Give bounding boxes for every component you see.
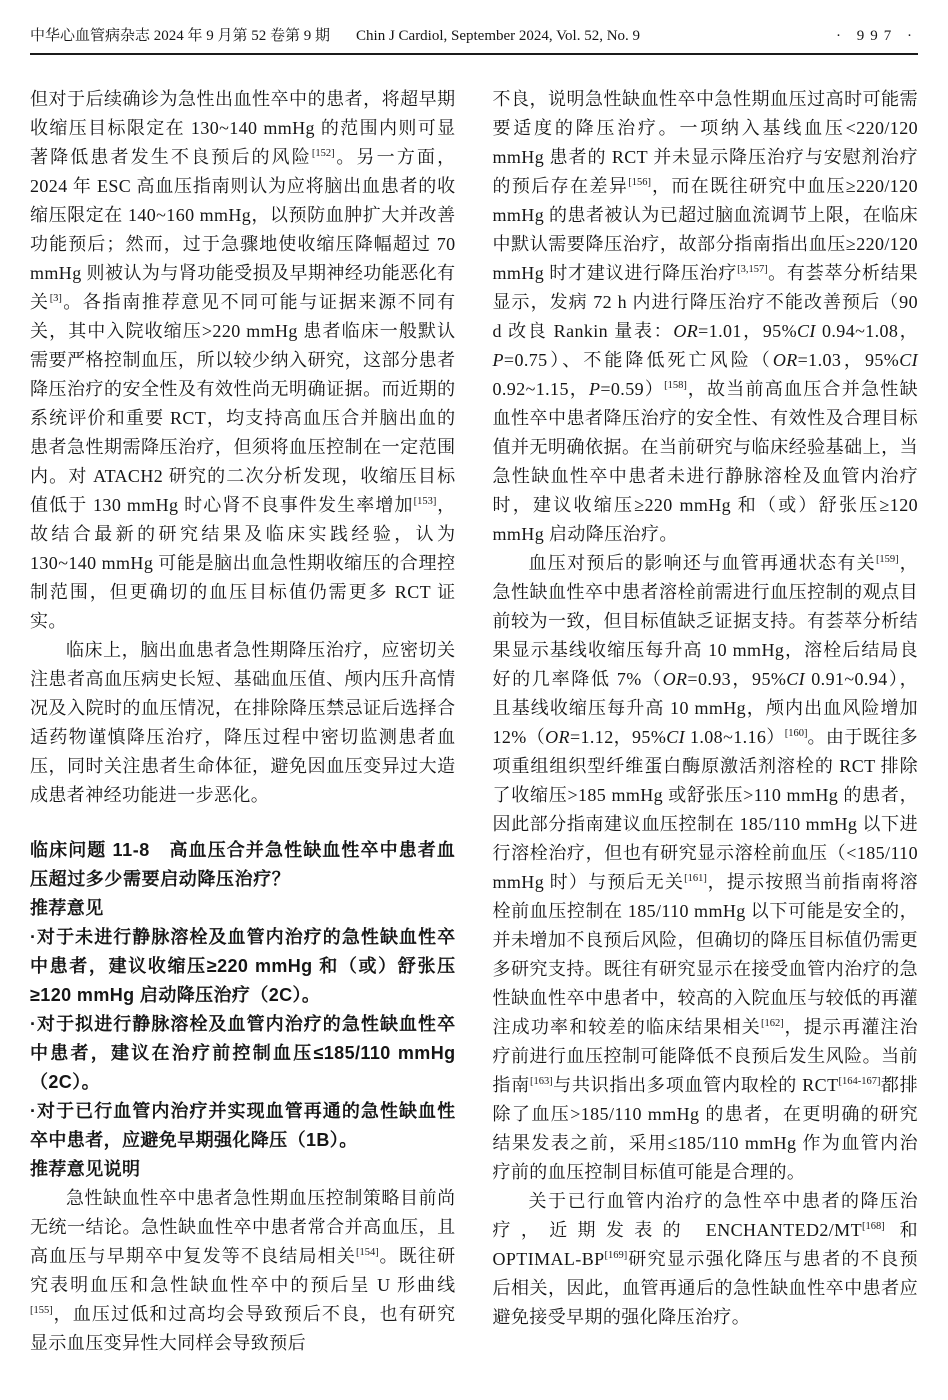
text-run: ，故结合最新的研究结果及临床实践经验，认为 130~140 mmHg 可能是脑出血急性期收缩压的合理控制范围，但更确切的血压目标值仍需更多 RCT 证实。 (30, 495, 456, 631)
text-run: 0.91~0.94），且基线收缩压每升高 10 mmHg，颅内出血风险增加 12%（ (492, 669, 918, 747)
reference-marker: [163] (530, 1076, 553, 1087)
text-run: 与共识指出多项血管内取栓的 RCT (552, 1075, 839, 1095)
text-run: 。各指南推荐意见不同可能与证据来源不同有关，其中入院收缩压>220 mmHg 患者临床一般默认需要严格控制血压，所以较少纳入研究，这部分患者降压治疗的安全性及有效性尚无明确证据。而近期的系统评价和重要 RCT，均支持高血压合并脑出血的患者急性期需降压治疗，但须将血压控制在一定范围内。对 ATACH2 研究的二次分析发现，收缩压目标值低于 130 mmHg 时心肾不良事件发生率增加 (30, 292, 456, 515)
text-run: =0.93，95% (687, 669, 787, 689)
page-header (30, 24, 918, 55)
text-run: ·对于已行血管内治疗并实现血管再通的急性缺血性卒中患者，应避免早期强化降压（1B）。 (30, 1101, 456, 1150)
reference-marker: [3,157] (737, 264, 768, 275)
statistic-symbol: CI (786, 669, 806, 689)
text-run: =1.12，95% (569, 727, 667, 747)
text-run: =1.03，95% (797, 350, 900, 370)
text-run: ，提示按照当前指南将溶栓前血压控制在 185/110 mmHg 以下可能是安全的，并未增加不良预后风险，但确切的降压目标值仍需更多研究支持。既往有研究显示在接受血管内治疗的急性缺血性卒中患者中，较高的入院血压与较低的再灌注成功率和较差的临床结果相关 (492, 872, 918, 1037)
text-run: 和 OPTIMAL-BP (492, 1220, 918, 1269)
text-run: 1.08~1.16） (685, 727, 785, 747)
text-run: 0.94~1.08， (815, 321, 919, 341)
reference-marker: [159] (875, 554, 899, 565)
two-column-text-area (30, 85, 918, 1358)
recommendation-item (30, 923, 456, 1010)
text-run: 推荐意见说明 (30, 1159, 141, 1179)
text-run: 不良，说明急性缺血性卒中急性期血压过高时可能需要适度的降压治疗。一项纳入基线血压<220/120 mmHg 患者的 RCT 并未显示降压治疗与安慰剂治疗的预后存在差异 (492, 89, 918, 196)
text-run: =0.59） (600, 379, 665, 399)
reference-marker: [154] (356, 1247, 379, 1258)
reference-marker: [164-167] (838, 1076, 881, 1087)
text-run: ，故当前高血压合并急性缺血性卒中患者降压治疗的安全性、有效性及合理目标值并无明确依据。在当前研究与临床经验基础上，当急性缺血性卒中患者未进行静脉溶栓及血管内治疗时，建议收缩压≥220 mmHg 和（或）舒张压≥120 mmHg 启动降压治疗。 (492, 379, 918, 544)
reference-marker: [3] (49, 293, 62, 304)
journal-title-chinese: 中华心血管病杂志 2024 年 9 月第 52 卷第 9 期 (30, 28, 331, 44)
reference-marker: [169] (604, 1250, 628, 1261)
reference-marker: [155] (30, 1305, 53, 1316)
text-run: 研究显示强化降压与患者的不良预后相关，因此，血管再通后的急性缺血性卒中患者应避免接受早期的强化降压治疗。 (492, 1249, 918, 1327)
clinical-question-heading (30, 836, 456, 894)
paragraph-continued (493, 85, 919, 549)
reference-marker: [153] (413, 496, 437, 507)
statistic-symbol: CI (899, 350, 918, 370)
reference-marker: [168] (861, 1221, 885, 1232)
reference-marker: [158] (664, 380, 687, 391)
text-run: 急性缺血性卒中患者急性期血压控制策略目前尚无统一结论。急性缺血性卒中患者常合并高血压，且高血压与早期卒中复发等不良结局相关 (30, 1188, 456, 1266)
text-run: 0.92~1.15， (492, 379, 589, 399)
text-run: ，而在既往研究中血压≥220/120 mmHg 的患者被认为已超过脑血流调节上限，在临床中默认需要降压治疗，故部分指南指出血压≥220/120 mmHg 时才建议进行降压治疗 (492, 176, 918, 283)
statistic-symbol: CI (666, 727, 686, 747)
paragraph (493, 1187, 919, 1332)
text-run: =0.75）、不能降低死亡风险（ (503, 350, 773, 370)
text-run: ，急性缺血性卒中患者溶栓前需进行血压控制的观点目前较为一致，但目标值缺乏证据支持。有荟萃分析结果显示基线收缩压每升高 10 mmHg，溶栓后结局良好的几率降低 7%（ (492, 553, 918, 689)
journal-title (30, 24, 640, 45)
reference-marker: [156] (628, 177, 651, 188)
page-number: · 997 · (836, 28, 918, 44)
left-column (30, 85, 456, 1358)
right-column (493, 85, 919, 1358)
statistic-symbol: OR (772, 350, 798, 370)
recommendation-notes-heading (30, 1155, 456, 1184)
text-run: 关于已行血管内治疗的急性卒中患者的降压治疗，近期发表的 ENCHANTED2/MT (492, 1191, 918, 1240)
text-run: 但对于后续确诊为急性出血性卒中的患者，将超早期收缩压目标限定在 130~140 mmHg 的范围内则可显著降低患者发生不良预后的风险 (30, 89, 456, 167)
reference-marker: [152] (311, 148, 335, 159)
paragraph (30, 1184, 456, 1358)
statistic-symbol: OR (673, 321, 699, 341)
reference-marker: [161] (684, 873, 707, 884)
reference-marker: [162] (760, 1018, 784, 1029)
text-run: 。有荟萃分析结果显示，发病 72 h 内进行降压治疗不能改善预后（90 d 改良 Rankin 量表： (492, 263, 919, 341)
statistic-symbol: OR (662, 669, 688, 689)
text-run: 。由于既往多项重组组织型纤维蛋白酶原激活剂溶栓的 RCT 排除了收缩压>185 mmHg 或舒张压>110 mmHg 的患者，因此部分指南建议血压控制在 185/110 mmHg 以下进行溶栓治疗，但也有研究显示溶栓前血压（<185/110 mmHg 时）与预后无关 (492, 727, 919, 892)
text-run: 推荐意见 (30, 898, 104, 918)
text-run: ·对于拟进行静脉溶栓及血管内治疗的急性缺血性卒中患者，建议在治疗前控制血压≤185/110 mmHg（2C）。 (30, 1014, 456, 1092)
text-run: 都排除了血压>185/110 mmHg 的患者，在更明确的研究结果发表之前，采用≤185/110 mmHg 作为血管内治疗前的血压控制目标值可能是合理的。 (492, 1075, 918, 1182)
text-run: 。既往研究表明血压和急性缺血性卒中的预后呈 U 形曲线 (30, 1246, 456, 1295)
text-run: 临床问题 11-8 高血压合并急性缺血性卒中患者血压超过多少需要启动降压治疗？ (30, 840, 456, 889)
text-run: ，提示再灌注治疗前进行血压控制可能降低不良预后发生风险。当前指南 (492, 1017, 918, 1095)
statistic-symbol: CI (796, 321, 816, 341)
paragraph (493, 549, 919, 1187)
reference-marker: [160] (784, 728, 808, 739)
paragraph-continued-from-previous-page (30, 85, 456, 636)
statistic-symbol: P (588, 379, 601, 399)
journal-title-english: Chin J Cardiol, September 2024, Vol. 52, No. 9 (356, 28, 641, 44)
text-run: 临床上，脑出血患者急性期降压治疗，应密切关注患者高血压病史长短、基础血压值、颅内压升高情况及入院时的血压情况，在排除降压禁忌证后选择合适药物谨慎降压治疗，降压过程中密切监测患者血压，同时关注患者生命体征，避免因血压变异过大造成患者神经功能进一步恶化。 (30, 640, 456, 805)
recommendations-heading (30, 894, 456, 923)
text-run: =1.01，95% (698, 321, 797, 341)
paragraph (30, 636, 456, 810)
recommendation-item (30, 1097, 456, 1155)
text-run: 血压对预后的影响还与血管再通状态有关 (528, 553, 876, 573)
text-run: ，血压过低和过高均会导致预后不良，也有研究显示血压变异性大同样会导致预后 (30, 1304, 456, 1353)
recommendation-item (30, 1010, 456, 1097)
statistic-symbol: OR (545, 727, 570, 747)
statistic-symbol: P (492, 350, 504, 370)
text-run: ·对于未进行静脉溶栓及血管内治疗的急性缺血性卒中患者，建议收缩压≥220 mmHg 和（或）舒张压≥120 mmHg 启动降压治疗（2C）。 (30, 927, 456, 1005)
text-run: 。另一方面，2024 年 ESC 高血压指南则认为应将脑出血患者的收缩压限定在 140~160 mmHg，以预防血肿扩大并改善功能预后；然而，过于急骤地使收缩压降幅超过 70 mmHg 则被认为与肾功能受损及早期神经功能恶化有关 (30, 147, 456, 312)
